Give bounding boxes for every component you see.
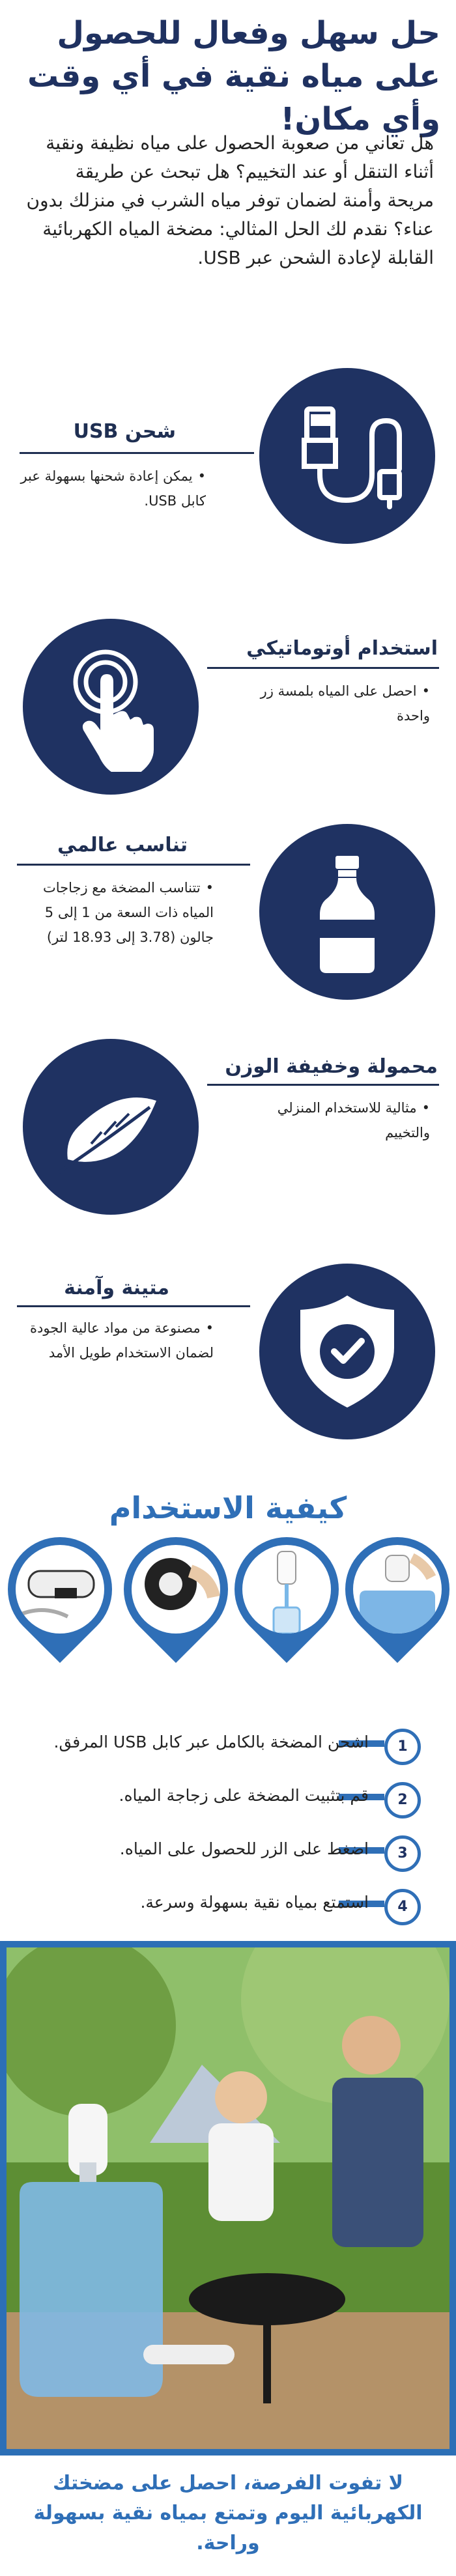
feature-portable-bullet: • مثالية للاستخدام المنزلي والتخييم (235, 1096, 430, 1145)
shield-check-icon (282, 1286, 412, 1417)
step-number: 3 (384, 1835, 421, 1872)
step-text: قم بتثبيت المضخة على زجاجة المياه. (119, 1786, 369, 1805)
step-number: 1 (384, 1729, 421, 1765)
howto-step-4 (0, 1885, 456, 1924)
feature-bottle-title: تناسب عالمي (57, 834, 188, 856)
step-number: 2 (384, 1782, 421, 1819)
feature-usb-rule (20, 452, 254, 454)
step-number: 4 (384, 1889, 421, 1925)
feature-portable-rule (207, 1084, 439, 1086)
howto-pin-3 (235, 1537, 339, 1628)
step-text: اشحن المضخة بالكامل عبر كابل USB المرفق. (53, 1733, 369, 1751)
feature-touch-rule (207, 667, 439, 669)
feature-touch-bullet: • احصل على المياه بلمسة زر واحدة (235, 679, 430, 728)
touch-hand-icon (46, 642, 176, 772)
feature-bottle-circle (259, 824, 435, 1000)
howto-pin-4 (345, 1537, 449, 1628)
feature-touch-title: استخدام أوتوماتيكي (246, 637, 438, 660)
feature-usb-bullet: • يمكن إعادة شحنها بسهولة عبر كابل USB. (10, 464, 206, 513)
intro-paragraph: هل تعاني من صعوبة الحصول على مياه نظيفة ونقية أثناء التنقل أو عند التخييم؟ هل تبحث عن طريقة مريحة وأمنة لضمان توفر مياه الشرب في منزلك بدون عناء؟ نقدم لك الحل المثالي: مضخة المياه الكهربائية القابلة لإعادة الشحن عبر USB. (26, 132, 434, 268)
feature-touch-circle (23, 619, 199, 795)
howto-title: كيفية الاستخدام (109, 1490, 347, 1525)
howto-step-1 (0, 1725, 456, 1764)
pin-image (353, 1545, 442, 1634)
feature-durable-bullet: • مصنوعة من مواد عالية الجودة لضمان الاستخدام طويل الأمد (18, 1316, 214, 1365)
cta-text: لا تفوت الفرصة، احصل على مضختك الكهربائية اليوم وتمتع بمياه نقية بسهولة وراحة. (33, 2472, 423, 2555)
pin-image (132, 1545, 220, 1634)
page-title: حل سهل وفعال للحصول على مياه نقية في أي وقت وأي مكان! (27, 15, 440, 137)
howto-step-3 (0, 1832, 456, 1871)
feature-durable-rule (17, 1305, 250, 1307)
feature-shield-circle (259, 1264, 435, 1439)
howto-pin-1 (8, 1537, 112, 1628)
pin-image (242, 1545, 331, 1634)
water-bottle-icon (282, 847, 412, 977)
step-text: اضغط على الزر للحصول على المياه. (119, 1839, 369, 1858)
feature-usb-circle (259, 368, 435, 544)
feature-durable-title: متينة وآمنة (64, 1277, 169, 1299)
usb-cable-icon (282, 391, 412, 521)
howto-step-2 (0, 1778, 456, 1817)
step-text: استمتع بمياه نقية بسهولة وسرعة. (140, 1893, 369, 1912)
feature-portable-title: محمولة وخفيفة الوزن (225, 1055, 438, 1078)
howto-pin-2 (124, 1537, 228, 1628)
feature-bottle-rule (17, 864, 250, 866)
feather-icon (46, 1062, 176, 1192)
pin-image (16, 1545, 104, 1634)
feature-bottle-bullet: • تتناسب المضخة مع زجاجات المياه ذات السعة من 1 إلى 5 جالون (3.78 إلى 18.93 لتر) (18, 875, 214, 950)
feature-feather-circle (23, 1039, 199, 1215)
lifestyle-photo-frame (0, 1941, 456, 2456)
feature-usb-title: شحن USB (73, 420, 176, 443)
lifestyle-photo (7, 1947, 449, 2449)
